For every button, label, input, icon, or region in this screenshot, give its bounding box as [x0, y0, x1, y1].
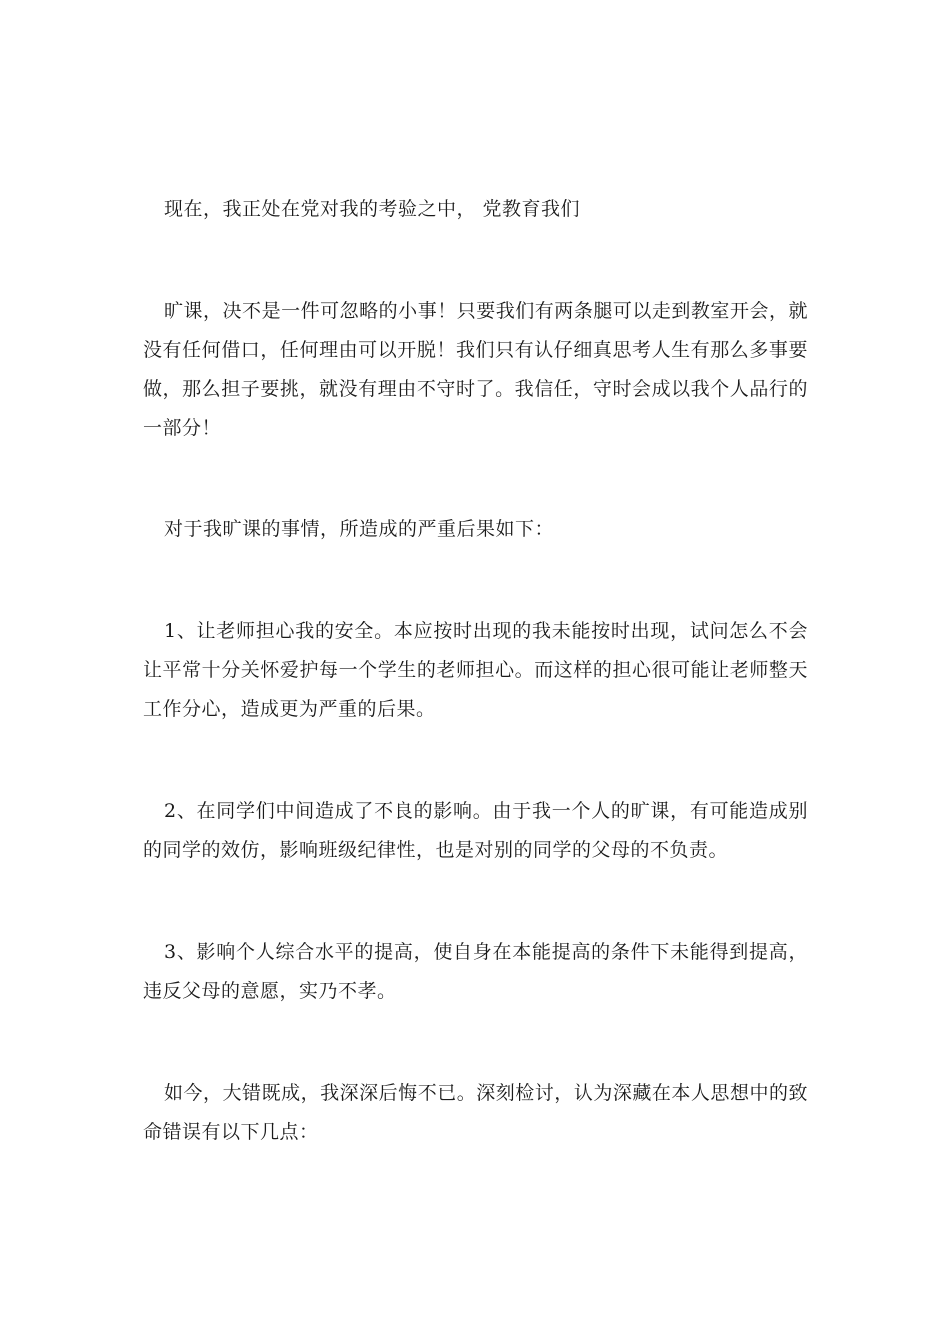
paragraph-regret: 如今，大错既成，我深深后悔不已。深刻检讨，认为深藏在本人思想中的致命错误有以下几点： — [143, 1082, 808, 1143]
paragraph-consequences-intro: 对于我旷课的事情，所造成的严重后果如下： — [164, 518, 555, 540]
paragraph-truancy-not-trivial: 旷课，决不是一件可忽略的小事！只要我们有两条腿可以走到教室开会，就没有任何借口，任何理由可以开脱！我们只有认仔细真思考人生有那么多事要做，那么担子要挑，就没有理由不守时了。我信任，守时会成以我个人品行的一部分！ — [143, 300, 808, 439]
paragraph-consequence-1: 1、让老师担心我的安全。本应按时出现的我未能按时出现，试问怎么不会让平常十分关怀爱护每一个学生的老师担心。而这样的担心很可能让老师整天工作分心，造成更为严重的后果。 — [143, 620, 808, 720]
paragraph-party-test: 现在，我正处在党对我的考验之中， 党教育我们 — [164, 198, 581, 220]
paragraph-consequence-2: 2、在同学们中间造成了不良的影响。由于我一个人的旷课，有可能造成别的同学的效仿，影响班级纪律性，也是对别的同学的父母的不负责。 — [143, 800, 808, 861]
paragraph-consequence-3: 3、影响个人综合水平的提高，使自身在本能提高的条件下未能得到提高，违反父母的意愿，实乃不孝。 — [143, 941, 808, 1002]
